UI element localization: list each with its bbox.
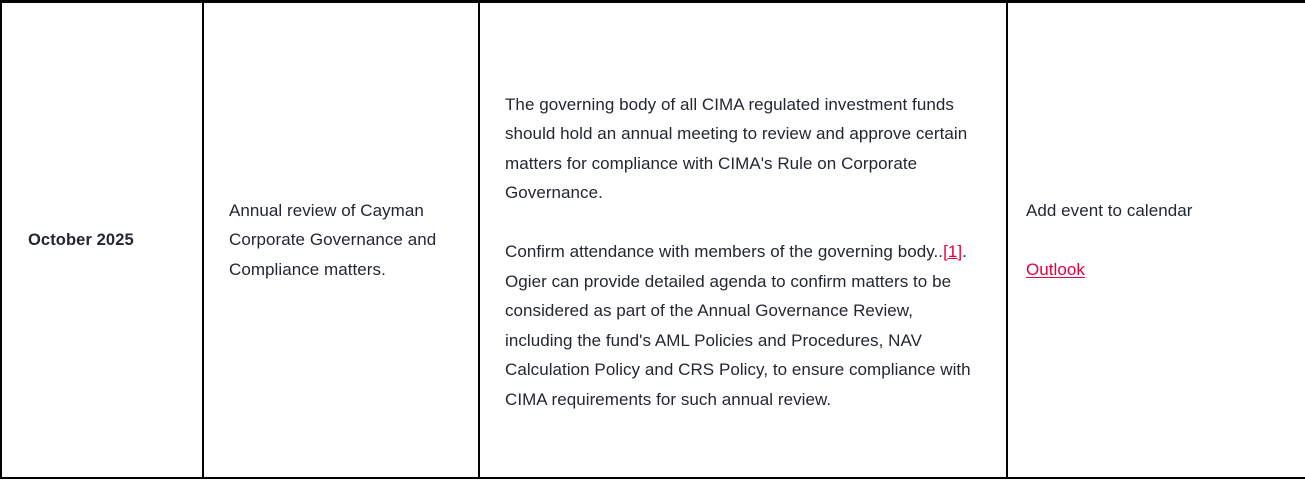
date-cell xyxy=(1,2,203,479)
detail-paragraph-2 xyxy=(505,237,978,414)
table-row xyxy=(1,2,1305,479)
detail-paragraph-1: The governing body of all CIMA regulated investment funds should hold an annual meeting to review and approve certain matters for compliance with CIMA's Rule on Corporate Governance. xyxy=(505,94,968,203)
detail-paragraph-2-rest: Ogier can provide detailed agenda to confirm matters to be considered as part of the Annual Governance Review, including the fund's AML Policies and Procedures, NAV Calculation Policy and CRS Policy, to ensure compliance with CIMA requirements for such annual review. xyxy=(505,271,971,409)
add-event-label: Add event to calendar xyxy=(1026,200,1193,220)
topic-cell xyxy=(203,2,479,479)
date-label: October 2025 xyxy=(28,231,134,249)
outlook-calendar-link[interactable]: Outlook xyxy=(1026,259,1085,279)
calendar-cell xyxy=(1007,2,1305,479)
date-cell-inner xyxy=(2,227,202,253)
topic-cell-inner xyxy=(204,196,478,285)
detail-cell xyxy=(479,2,1007,479)
topic-text: Annual review of Cayman Corporate Governance and Compliance matters. xyxy=(229,200,437,279)
detail-paragraph-2-lead: Confirm attendance with members of the governing body. xyxy=(505,242,939,262)
footnote-leading-dot: . xyxy=(938,242,944,262)
detail-cell-inner xyxy=(480,66,1006,415)
calendar-cell-inner xyxy=(1008,196,1305,285)
calendar-link-row xyxy=(1026,255,1305,285)
footnote-trailing-dot: . xyxy=(962,242,967,262)
footnote-reference-link[interactable]: [1] xyxy=(943,242,963,262)
